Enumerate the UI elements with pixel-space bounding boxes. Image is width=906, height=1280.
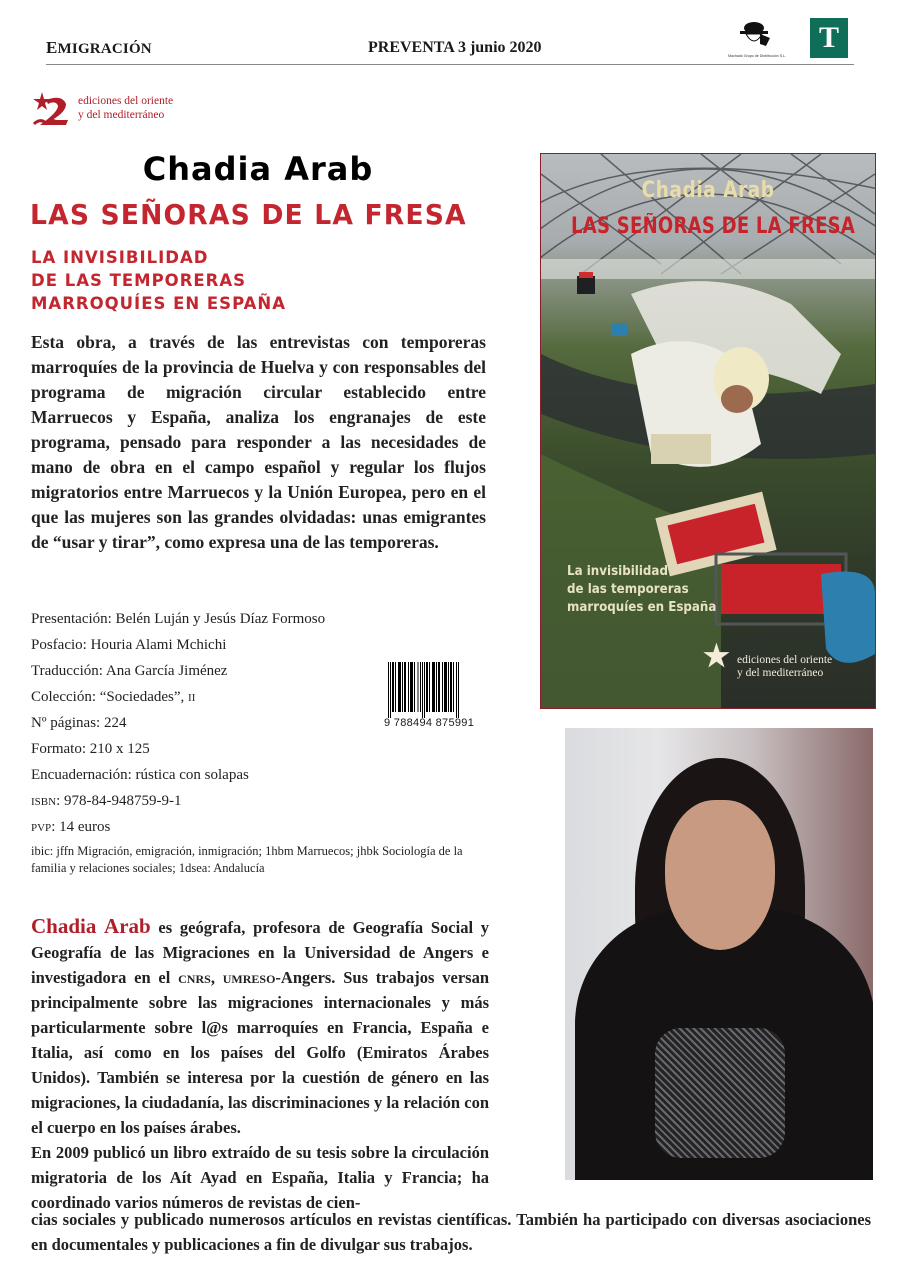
bio-paragraph-2: En 2009 publicó un libro extraído de su tesis sobre la circulación migratoria de los Aít Ayad en España, Italia y Francia; ha coordinado varios números de revistas de cien- [31, 1143, 489, 1212]
cover-publisher-logo [703, 640, 833, 680]
bio-author-name: Chadia Arab [31, 914, 151, 938]
spec-coleccion-text: Colección: “Sociedades”, [31, 689, 189, 705]
star-two-logo-icon [30, 90, 74, 128]
subtitle-line: DE LAS TEMPORERAS [31, 271, 247, 290]
presale-date: PREVENTA 3 junio 2020 [368, 39, 542, 56]
bio-umreso: umreso [222, 968, 276, 987]
synopsis: Esta obra, a través de las entrevistas con temporeras marroquíes de la provincia de Huelva y con responsables del programa de migración circular establecido entre Marruecos y España, analiza los engranajes de este programa, pensado para responder a las necesidades de mano de obra en el campo español y regular los flujos migratorios entre Marruecos y la Unión Europea, pero en el que las mujeres son las grandes olvidadas: unas emigrantes de “usar y tirar”, como expresa una de las temporeras. [31, 332, 486, 552]
star-two-logo-icon: ★ [703, 640, 730, 673]
cover-subtitle-line: marroquíes en España [567, 599, 717, 615]
barcode-number: 9 788494 875991 [384, 717, 475, 729]
isbn-value: : 978-84-948759-9-1 [56, 793, 182, 809]
spec-traduccion: Traducción: Ana García Jiménez [31, 663, 228, 679]
t-logo: T [810, 18, 848, 58]
cover-subtitle-line: La invisibilidad [567, 563, 668, 579]
book-author: Chadia Arab [142, 150, 374, 188]
bio-paragraph-2-continued: cias sociales y publicado numerosos artículos en revistas científicas. También ha participado con diversas asociaciones en documentales y publicaciones a fin de divulgar sus trabajos. [31, 1210, 871, 1254]
publisher-logo [30, 90, 210, 130]
cover-publisher-line2: y del mediterráneo [737, 667, 824, 679]
book-subtitle [31, 246, 286, 315]
distributor-logo [726, 18, 788, 60]
page-header [46, 21, 854, 65]
book-title: LAS SEÑORAS DE LA FRESA [30, 198, 467, 231]
publisher-name-line2: y del mediterráneo [78, 109, 165, 121]
cover-author: Chadia Arab [641, 178, 775, 203]
spec-pvp [31, 814, 491, 840]
photo-scarf [655, 1028, 785, 1158]
spec-formato: Formato: 210 x 125 [31, 741, 150, 757]
publisher-name [78, 94, 173, 122]
hat-man-icon [726, 18, 788, 60]
book-cover-image [540, 153, 876, 709]
isbn-label: isbn [31, 793, 57, 809]
cover-publisher-line1: ediciones del oriente [737, 654, 833, 666]
isbn-barcode [384, 662, 475, 732]
spec-isbn [31, 788, 491, 814]
barcode-icon [388, 662, 460, 718]
cover-title: LAS SEÑORAS DE LA FRESA [571, 214, 856, 239]
bio-separator: , [210, 968, 223, 987]
author-bio [31, 914, 489, 1215]
subtitle-line: LA INVISIBILIDAD [31, 248, 209, 267]
spec-presentacion: Presentación: Belén Luján y Jesús Díaz Formoso [31, 611, 326, 627]
spec-posfacio: Posfacio: Houria Alami Mchichi [31, 637, 227, 653]
subtitle-line: MARROQUÍES EN ESPAÑA [31, 294, 286, 313]
bio-cnrs: cnrs [178, 968, 211, 987]
photo-face [665, 800, 775, 950]
spec-paginas: Nº páginas: 224 [31, 715, 127, 731]
pvp-label: pvp [31, 819, 52, 835]
book-specs [31, 606, 491, 877]
cover-subtitle [567, 562, 716, 616]
pvp-value: : 14 euros [51, 819, 111, 835]
spec-ibic: ibic: jffn Migración, emigración, inmigración; 1hbm Marruecos; jhbk Sociología de la familia y relaciones sociales; 1dsea: Andalucía [31, 844, 463, 875]
section-label [46, 38, 152, 58]
svg-text:Machado Grupo de Distribución: Machado Grupo de Distribución S.L. [728, 54, 786, 58]
bio-text: -Angers. Sus trabajos versan principalmente sobre las migraciones internacionales y más particularmente sobre l@s marroquíes en Francia, España e Italia, así como en los países del Golfo (Emiratos Árabes Unidos). También se interesa por la cuestión de género en las migraciones, la ciudadanía, las discriminaciones y la relación con el cuerpo en los países árabes. [31, 968, 489, 1137]
cover-subtitle-line: de las temporeras [567, 581, 689, 597]
section-label-rest: MIGRACIÓN [57, 41, 152, 57]
author-photo [565, 728, 873, 1180]
bio-text: es geógrafa, profesora de Geografía Social y Geografía de las Migraciones en la Universidad de Angers e investigadora en el [31, 918, 489, 987]
section-label-initial: E [46, 38, 58, 57]
spec-coleccion-number: ii [188, 689, 196, 705]
spec-encuadernacion: Encuadernación: rústica con solapas [31, 767, 249, 783]
publisher-name-line1: ediciones del oriente [78, 95, 174, 107]
